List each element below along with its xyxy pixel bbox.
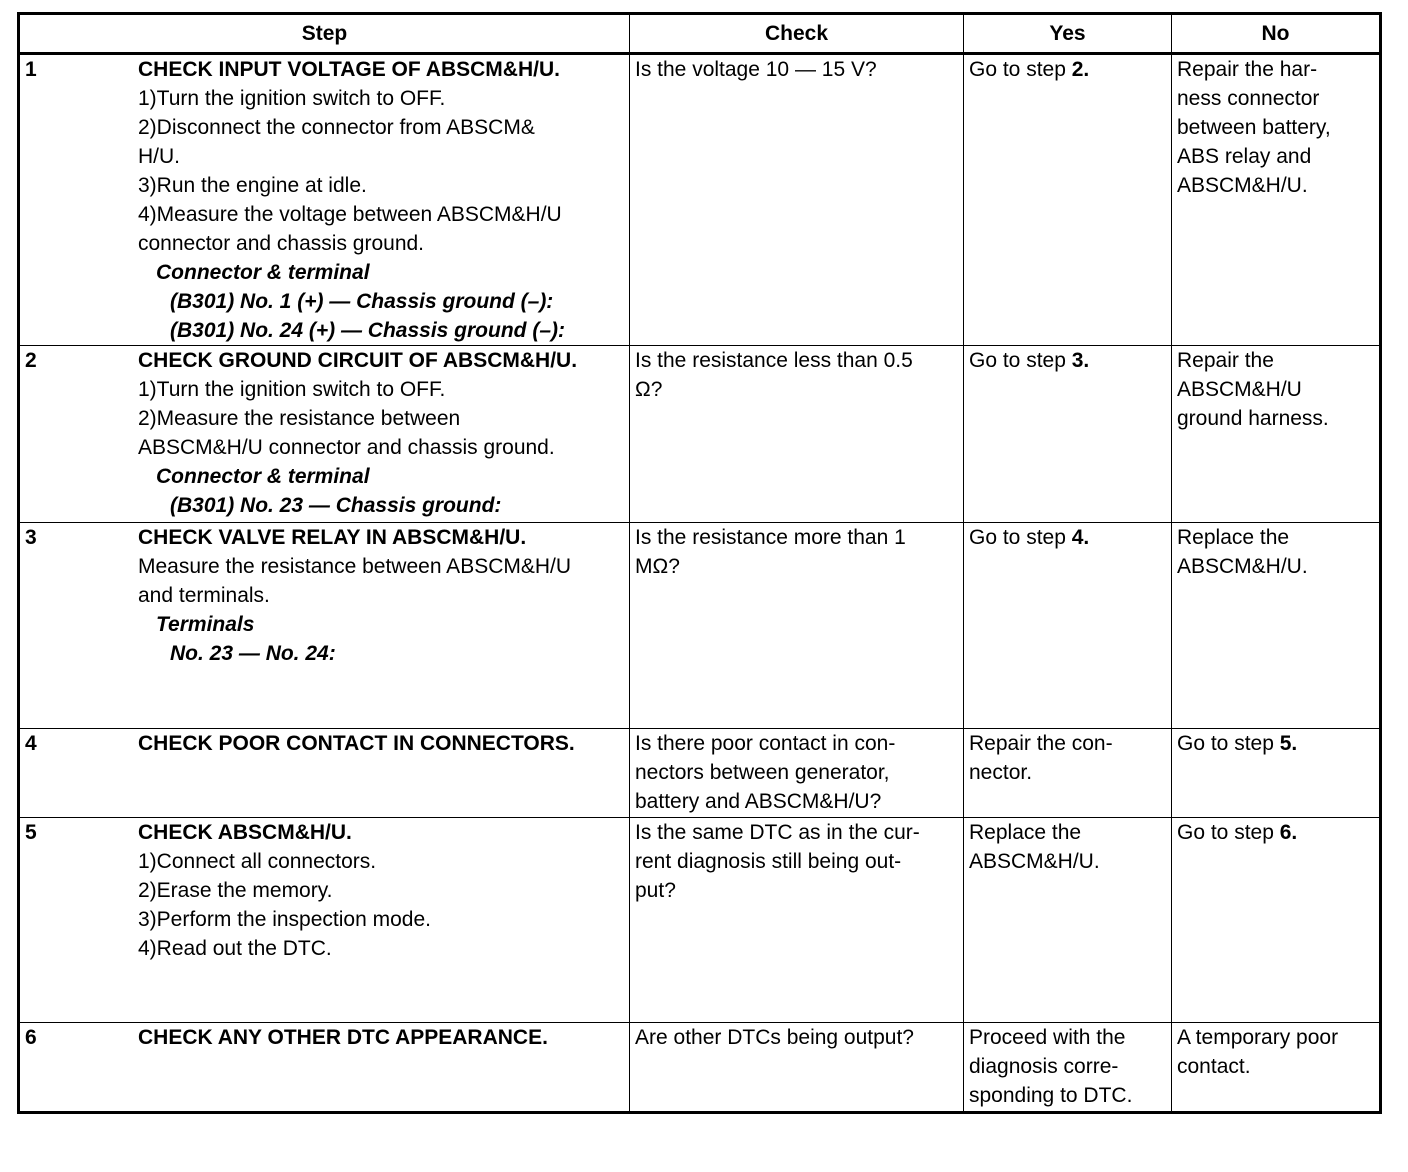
yes-text: Go to step xyxy=(969,58,1072,81)
step-instruction: 2)Measure the resistance between xyxy=(138,407,461,430)
step-cell xyxy=(19,729,630,818)
yes-cell xyxy=(964,729,1172,818)
table-row xyxy=(19,729,1381,818)
step-instruction: 3)Perform the inspection mode. xyxy=(138,908,431,931)
step-number: 3 xyxy=(25,526,37,549)
table-row xyxy=(19,818,1381,1023)
check-text: MΩ? xyxy=(635,555,680,578)
no-cell xyxy=(1172,818,1381,1023)
yes-text: sponding to DTC. xyxy=(969,1084,1133,1107)
table-row xyxy=(19,1023,1381,1113)
step-subheading: Connector & terminal xyxy=(156,465,370,488)
step-body xyxy=(138,729,629,758)
no-text: contact. xyxy=(1177,1055,1251,1078)
no-text: Go to step xyxy=(1177,732,1280,755)
yes-cell xyxy=(964,54,1172,346)
check-text: battery and ABSCM&H/U? xyxy=(635,790,882,813)
check-text: Are other DTCs being output? xyxy=(635,1026,914,1049)
table-row xyxy=(19,346,1381,523)
yes-text: diagnosis corre- xyxy=(969,1055,1119,1078)
no-cell xyxy=(1172,1023,1381,1113)
check-text: Is the voltage 10 — 15 V? xyxy=(635,58,877,81)
header-no: No xyxy=(1172,14,1381,54)
step-instruction: 1)Connect all connectors. xyxy=(138,850,377,873)
header-check: Check xyxy=(630,14,964,54)
check-text: Is the resistance less than 0.5 xyxy=(635,349,913,372)
yes-text: nector. xyxy=(969,761,1033,784)
check-text: nectors between generator, xyxy=(635,761,890,784)
no-cell xyxy=(1172,729,1381,818)
step-instruction: 3)Run the engine at idle. xyxy=(138,174,367,197)
step-number: 1 xyxy=(25,58,37,81)
yes-text: ABSCM&H/U. xyxy=(969,850,1100,873)
check-cell xyxy=(630,818,964,1023)
header-step: Step xyxy=(19,14,630,54)
no-text: Go to step xyxy=(1177,821,1280,844)
step-terminal: (B301) No. 23 — Chassis ground: xyxy=(170,494,502,517)
step-title: CHECK ANY OTHER DTC APPEARANCE. xyxy=(138,1026,548,1049)
header-yes: Yes xyxy=(964,14,1172,54)
diagnostic-table xyxy=(17,12,1382,1114)
step-terminal: No. 23 — No. 24: xyxy=(170,642,336,665)
no-cell xyxy=(1172,523,1381,729)
no-text: ABS relay and xyxy=(1177,145,1312,168)
yes-step: 2. xyxy=(1071,58,1090,81)
step-body xyxy=(138,346,629,520)
check-text: Is the resistance more than 1 xyxy=(635,526,906,549)
step-title: CHECK GROUND CIRCUIT OF ABSCM&H/U. xyxy=(138,349,578,372)
no-text: ABSCM&H/U. xyxy=(1177,174,1308,197)
check-text: rent diagnosis still being out- xyxy=(635,850,902,873)
header-row xyxy=(19,14,1381,54)
step-instruction: 2)Disconnect the connector from ABSCM& xyxy=(138,116,535,139)
step-body xyxy=(138,55,629,345)
check-cell xyxy=(630,729,964,818)
no-text: Repair the har- xyxy=(1177,58,1318,81)
no-text: Repair the xyxy=(1177,349,1274,372)
no-text: ABSCM&H/U xyxy=(1177,378,1302,401)
step-instruction: 4)Read out the DTC. xyxy=(138,937,332,960)
step-terminal: (B301) No. 1 (+) — Chassis ground (–): xyxy=(170,290,554,313)
step-instruction: 4)Measure the voltage between ABSCM&H/U xyxy=(138,203,562,226)
step-number: 6 xyxy=(25,1026,37,1049)
yes-text: Go to step xyxy=(969,526,1072,549)
check-cell xyxy=(630,54,964,346)
check-cell xyxy=(630,523,964,729)
no-cell xyxy=(1172,54,1381,346)
yes-text: Proceed with the xyxy=(969,1026,1126,1049)
yes-text: Go to step xyxy=(969,349,1072,372)
yes-cell xyxy=(964,818,1172,1023)
no-text: A temporary poor xyxy=(1177,1026,1339,1049)
step-instruction: and terminals. xyxy=(138,584,270,607)
check-cell xyxy=(630,346,964,523)
yes-text: Repair the con- xyxy=(969,732,1113,755)
check-text: Is the same DTC as in the cur- xyxy=(635,821,920,844)
step-number: 4 xyxy=(25,732,37,755)
step-number: 5 xyxy=(25,821,37,844)
table-row xyxy=(19,523,1381,729)
yes-cell xyxy=(964,346,1172,523)
step-terminal: (B301) No. 24 (+) — Chassis ground (–): xyxy=(170,319,565,342)
step-instruction: 1)Turn the ignition switch to OFF. xyxy=(138,87,446,110)
step-body xyxy=(138,818,629,963)
step-title: CHECK ABSCM&H/U. xyxy=(138,821,352,844)
table-row xyxy=(19,54,1381,346)
step-cell xyxy=(19,818,630,1023)
no-text: between battery, xyxy=(1177,116,1331,139)
partial-divider xyxy=(1172,523,1173,577)
step-number: 2 xyxy=(25,349,37,372)
yes-step: 4. xyxy=(1071,526,1090,549)
step-body xyxy=(138,1023,629,1052)
no-text: Replace the xyxy=(1177,526,1290,549)
step-instruction: H/U. xyxy=(138,145,180,168)
step-cell xyxy=(19,1023,630,1113)
step-instruction: Measure the resistance between ABSCM&H/U xyxy=(138,555,572,578)
step-cell xyxy=(19,523,630,729)
step-cell xyxy=(19,54,630,346)
no-text: ground harness. xyxy=(1177,407,1329,430)
step-title: CHECK VALVE RELAY IN ABSCM&H/U. xyxy=(138,526,527,549)
step-instruction: ABSCM&H/U connector and chassis ground. xyxy=(138,436,555,459)
step-cell xyxy=(19,346,630,523)
yes-cell xyxy=(964,523,1172,729)
step-title: CHECK POOR CONTACT IN CONNECTORS. xyxy=(138,732,575,755)
no-text: ABSCM&H/U. xyxy=(1177,555,1308,578)
check-text: Is there poor contact in con- xyxy=(635,732,896,755)
no-step: 5. xyxy=(1279,732,1298,755)
step-instruction: connector and chassis ground. xyxy=(138,232,425,255)
check-cell xyxy=(630,1023,964,1113)
step-subheading: Connector & terminal xyxy=(156,261,370,284)
step-subheading: Terminals xyxy=(156,613,255,636)
yes-step: 3. xyxy=(1071,349,1090,372)
check-text: put? xyxy=(635,879,676,902)
no-text: ness connector xyxy=(1177,87,1320,110)
step-body xyxy=(138,523,629,668)
no-cell xyxy=(1172,346,1381,523)
step-instruction: 2)Erase the memory. xyxy=(138,879,333,902)
check-text: Ω? xyxy=(635,378,663,401)
yes-cell xyxy=(964,1023,1172,1113)
yes-text: Replace the xyxy=(969,821,1082,844)
no-step: 6. xyxy=(1279,821,1298,844)
step-title: CHECK INPUT VOLTAGE OF ABSCM&H/U. xyxy=(138,58,560,81)
step-instruction: 1)Turn the ignition switch to OFF. xyxy=(138,378,446,401)
